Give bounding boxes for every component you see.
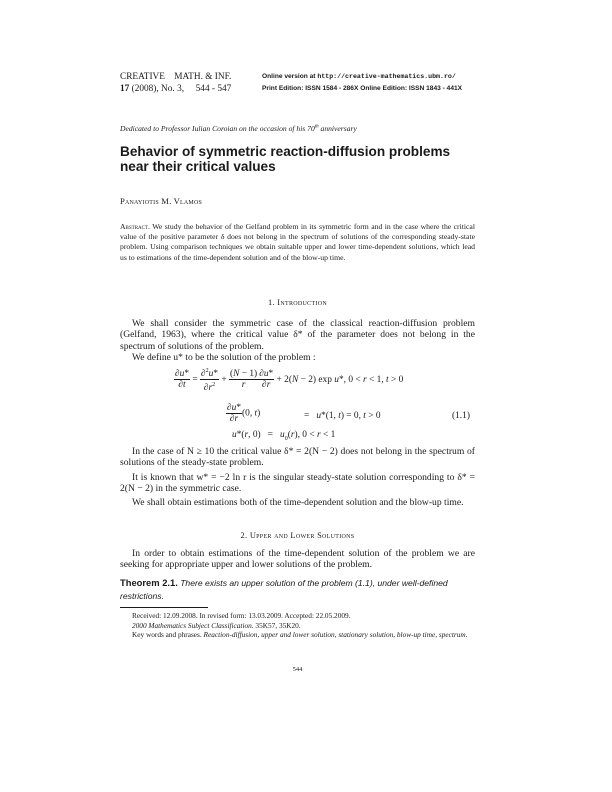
- section-2-title: 2. Upper and Lower Solutions: [240, 531, 355, 540]
- footnotes: [120, 611, 475, 640]
- intro-paragraph-3: In the case of N ≥ 10 the critical value δ* = 2(N − 2) does not belong in the spectrum of solutions of the steady-state problem.: [120, 446, 475, 469]
- equation-boundary: $\frac{\partial u*}{\partial r}$ (0, t): [227, 403, 261, 424]
- issue-info: (2008), No. 3, 544 - 547: [129, 84, 232, 94]
- footnote-msc: [120, 621, 475, 631]
- journal-name: [120, 71, 231, 83]
- page-number: 544: [292, 666, 303, 673]
- keywords: Reaction-diffusion, upper and lower solution, stationary solution, blow-up time, spectrum.: [201, 630, 468, 640]
- abstract-label: Abstract.: [120, 222, 150, 231]
- equation-pde: $\frac{\partial u*}{\partial t}$ = $\frac{\partial^2u*}{\partial r^2}$ + $\frac{(N - 1)}{r}$ $\frac{\partial u*}{\partial r}$ + 2(N − 2) exp u*, 0 < r < 1, t > 0: [175, 368, 404, 394]
- paper-title: [120, 144, 450, 174]
- msc-label: 2000 Mathematics Subject Classification.: [132, 620, 254, 630]
- online-version: [262, 71, 456, 83]
- equation-initial: u*(r, $0) = u_0(r)$, 0 < r < 1: [232, 430, 336, 442]
- equation-boundary-rhs: = u*(1, t) = 0, t > 0: [304, 411, 381, 421]
- dedication: Dedicated to Professor Iulian Coroian on the occasion of his 70th anniversary: [120, 124, 357, 133]
- footnote-rule: [120, 607, 208, 608]
- volume-number: 17: [120, 84, 130, 94]
- intro-paragraph-5: We shall obtain estimations both of the time-dependent solution and the blow-up time.: [132, 497, 464, 508]
- footnote-keywords: [120, 630, 475, 640]
- theorem-heading: Theorem 2.1.: [120, 577, 178, 588]
- section-2-paragraph: In order to obtain estimations of the time-dependent solution of the problem we are seeking for appropriate upper and lower solutions of the problem.: [120, 548, 475, 571]
- abstract-text: We study the behavior of the Gelfand problem in its symmetric form and in the case where the critical value of the positive parameter δ does not belong in the spectrum of solutions of the corresponding steady-state problem. Using comparison techniques we obtain suitable upper and lower time-dependent solutions, which lead us to estimations of the time-dependent solution and of the blow-up time.: [120, 222, 475, 262]
- intro-paragraph-4: It is known that w* = −2 ln r is the singular steady-state solution corresponding to δ* = 2(N − 2) in the symmetric case.: [120, 472, 475, 495]
- footnote-received: Received: 12.09.2008. In revised form: 13.03.2009. Accepted: 22.05.2009.: [132, 611, 351, 620]
- intro-paragraph-2: We define u* to be the solution of the problem :: [132, 352, 316, 363]
- title-line-1: Behavior of symmetric reaction-diffusion problems: [120, 144, 451, 159]
- theorem-statement: There exists an upper solution of the problem (1.1), under well-defined restrictions.: [120, 578, 448, 601]
- abstract: [120, 222, 475, 263]
- theorem-2-1: [120, 577, 475, 603]
- title-line-2: near their critical values: [120, 159, 276, 174]
- section-1-title: 1. Introduction: [268, 298, 327, 307]
- msc-codes: 35K57, 35K20.: [253, 620, 301, 630]
- journal-title: CREATIVE MATH. & INF.: [120, 72, 232, 82]
- journal-issue: [120, 83, 231, 95]
- author-name: Panayiotis M. Vlamos: [120, 196, 203, 206]
- equation-number: (1.1): [452, 411, 470, 421]
- online-url[interactable]: http://creative-mathematics.ubm.ro/: [317, 73, 456, 80]
- keywords-label: Key words and phrases.: [132, 630, 202, 640]
- online-label: Online version at: [262, 73, 316, 80]
- print-edition: Print Edition: ISSN 1584 - 286X Online Edition: ISSN 1843 - 441X: [262, 85, 463, 92]
- intro-paragraph-1: We shall consider the symmetric case of the classical reaction-diffusion problem (Gelfand, 1963), where the critical value δ* of the parameter does not belong in the spectrum of solutions of the problem.: [120, 318, 475, 352]
